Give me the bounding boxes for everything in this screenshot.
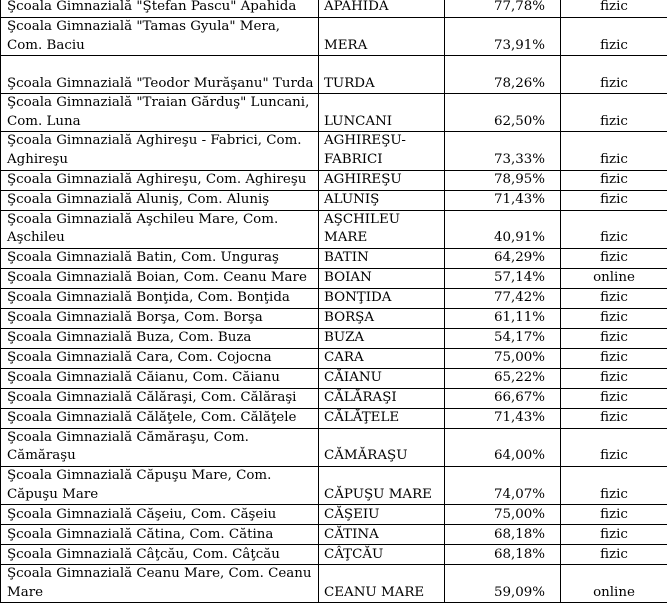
percent-cell: 73,33%	[445, 132, 561, 170]
percent-cell: 66,67%	[445, 388, 561, 408]
mode-cell: fizic	[561, 170, 667, 190]
locality-cell: CĂMĂRAŞU	[319, 428, 445, 466]
mode-cell: fizic	[561, 328, 667, 348]
locality-cell: LUNCANI	[319, 94, 445, 132]
mode-cell: fizic	[561, 348, 667, 368]
school-name-cell: Şcoala Gimnazială Cămăraşu, Com. Cămăraşu	[1, 428, 319, 466]
percent-cell: 65,22%	[445, 368, 561, 388]
school-name-cell: Şcoala Gimnazială Călăraşi, Com. Călăraşi	[1, 388, 319, 408]
mode-cell: fizic	[561, 428, 667, 466]
percent-cell: 40,91%	[445, 210, 561, 248]
school-name-cell: Şcoala Gimnazială Aghireşu - Fabrici, Com. Aghireşu	[1, 132, 319, 170]
locality-cell: AŞCHILEU MARE	[319, 210, 445, 248]
percent-cell: 59,09%	[445, 565, 561, 603]
percent-cell: 61,11%	[445, 308, 561, 328]
table-row	[1, 388, 667, 408]
school-name-cell: Şcoala Gimnazială "Traian Gărduş" Luncani, Com. Luna	[1, 94, 319, 132]
table-row	[1, 248, 667, 268]
mode-cell: fizic	[561, 248, 667, 268]
mode-cell: fizic	[561, 56, 667, 94]
school-name-cell: Şcoala Gimnazială Bonţida, Com. Bonţida	[1, 288, 319, 308]
percent-cell: 71,43%	[445, 408, 561, 428]
percent-cell: 75,00%	[445, 505, 561, 525]
school-name-cell: Şcoala Gimnazială Căianu, Com. Căianu	[1, 368, 319, 388]
school-name-cell: Şcoala Gimnazială Căşeiu, Com. Căşeiu	[1, 505, 319, 525]
mode-cell: fizic	[561, 210, 667, 248]
locality-cell: ALUNIŞ	[319, 190, 445, 210]
locality-cell: BOIAN	[319, 268, 445, 288]
school-name-cell: Şcoala Gimnazială Câţcău, Com. Câţcău	[1, 545, 319, 565]
locality-cell: CÂŢCĂU	[319, 545, 445, 565]
table-row	[1, 132, 667, 170]
table-row	[1, 328, 667, 348]
locality-cell: MERA	[319, 18, 445, 56]
locality-cell: AGHIREŞU	[319, 170, 445, 190]
locality-cell: AGHIREŞU-FABRICI	[319, 132, 445, 170]
schools-table-body	[1, 0, 667, 603]
locality-cell: CĂLĂŢELE	[319, 408, 445, 428]
mode-cell: fizic	[561, 505, 667, 525]
table-row	[1, 545, 667, 565]
locality-cell: CĂPUŞU MARE	[319, 466, 445, 504]
percent-cell: 73,91%	[445, 18, 561, 56]
percent-cell: 77,78%	[445, 0, 561, 18]
school-name-cell: Şcoala Gimnazială "Teodor Murăşanu" Turda	[1, 56, 319, 94]
school-name-cell: Şcoala Gimnazială Boian, Com. Ceanu Mare	[1, 268, 319, 288]
school-name-cell: Şcoala Gimnazială Ceanu Mare, Com. Ceanu Mare	[1, 565, 319, 603]
mode-cell: fizic	[561, 525, 667, 545]
mode-cell: fizic	[561, 94, 667, 132]
school-name-cell: Şcoala Gimnazială Buza, Com. Buza	[1, 328, 319, 348]
locality-cell: TURDA	[319, 56, 445, 94]
school-name-cell: Şcoala Gimnazială "Tamas Gyula" Mera, Com. Baciu	[1, 18, 319, 56]
table-row	[1, 268, 667, 288]
table-row	[1, 18, 667, 56]
school-name-cell: Şcoala Gimnazială Aghireşu, Com. Aghireşu	[1, 170, 319, 190]
locality-cell: CĂIANU	[319, 368, 445, 388]
mode-cell: fizic	[561, 368, 667, 388]
locality-cell: BONŢIDA	[319, 288, 445, 308]
mode-cell: fizic	[561, 308, 667, 328]
table-row	[1, 565, 667, 603]
school-name-cell: Şcoala Gimnazială "Ştefan Pascu" Apahida	[1, 0, 319, 18]
percent-cell: 77,42%	[445, 288, 561, 308]
table-row	[1, 428, 667, 466]
locality-cell: BUZA	[319, 328, 445, 348]
mode-cell: fizic	[561, 388, 667, 408]
percent-cell: 64,00%	[445, 428, 561, 466]
mode-cell: online	[561, 268, 667, 288]
table-row	[1, 505, 667, 525]
table-row	[1, 190, 667, 210]
locality-cell: APAHIDA	[319, 0, 445, 18]
percent-cell: 68,18%	[445, 525, 561, 545]
percent-cell: 75,00%	[445, 348, 561, 368]
school-name-cell: Şcoala Gimnazială Căpuşu Mare, Com. Căpuşu Mare	[1, 466, 319, 504]
mode-cell: fizic	[561, 288, 667, 308]
locality-cell: BATIN	[319, 248, 445, 268]
school-name-cell: Şcoala Gimnazială Cătina, Com. Cătina	[1, 525, 319, 545]
locality-cell: CĂTINA	[319, 525, 445, 545]
school-name-cell: Şcoala Gimnazială Batin, Com. Unguraş	[1, 248, 319, 268]
percent-cell: 78,95%	[445, 170, 561, 190]
school-name-cell: Şcoala Gimnazială Aşchileu Mare, Com. Aşchileu	[1, 210, 319, 248]
locality-cell: CEANU MARE	[319, 565, 445, 603]
mode-cell: fizic	[561, 408, 667, 428]
table-row	[1, 308, 667, 328]
percent-cell: 68,18%	[445, 545, 561, 565]
percent-cell: 54,17%	[445, 328, 561, 348]
locality-cell: CĂŞEIU	[319, 505, 445, 525]
table-row	[1, 288, 667, 308]
table-row	[1, 170, 667, 190]
mode-cell: online	[561, 565, 667, 603]
mode-cell: fizic	[561, 0, 667, 18]
table-row	[1, 408, 667, 428]
percent-cell: 62,50%	[445, 94, 561, 132]
locality-cell: BORŞA	[319, 308, 445, 328]
mode-cell: fizic	[561, 466, 667, 504]
percent-cell: 57,14%	[445, 268, 561, 288]
mode-cell: fizic	[561, 18, 667, 56]
school-name-cell: Şcoala Gimnazială Borşa, Com. Borşa	[1, 308, 319, 328]
table-row	[1, 0, 667, 18]
locality-cell: CARA	[319, 348, 445, 368]
locality-cell: CĂLĂRAŞI	[319, 388, 445, 408]
table-row	[1, 466, 667, 504]
percent-cell: 78,26%	[445, 56, 561, 94]
percent-cell: 64,29%	[445, 248, 561, 268]
mode-cell: fizic	[561, 545, 667, 565]
mode-cell: fizic	[561, 190, 667, 210]
mode-cell: fizic	[561, 132, 667, 170]
table-row	[1, 368, 667, 388]
table-row	[1, 94, 667, 132]
school-name-cell: Şcoala Gimnazială Călăţele, Com. Călăţele	[1, 408, 319, 428]
school-name-cell: Şcoala Gimnazială Cara, Com. Cojocna	[1, 348, 319, 368]
table-row	[1, 348, 667, 368]
table-row	[1, 56, 667, 94]
table-row	[1, 210, 667, 248]
percent-cell: 71,43%	[445, 190, 561, 210]
percent-cell: 74,07%	[445, 466, 561, 504]
school-name-cell: Şcoala Gimnazială Aluniş, Com. Aluniş	[1, 190, 319, 210]
table-row	[1, 525, 667, 545]
